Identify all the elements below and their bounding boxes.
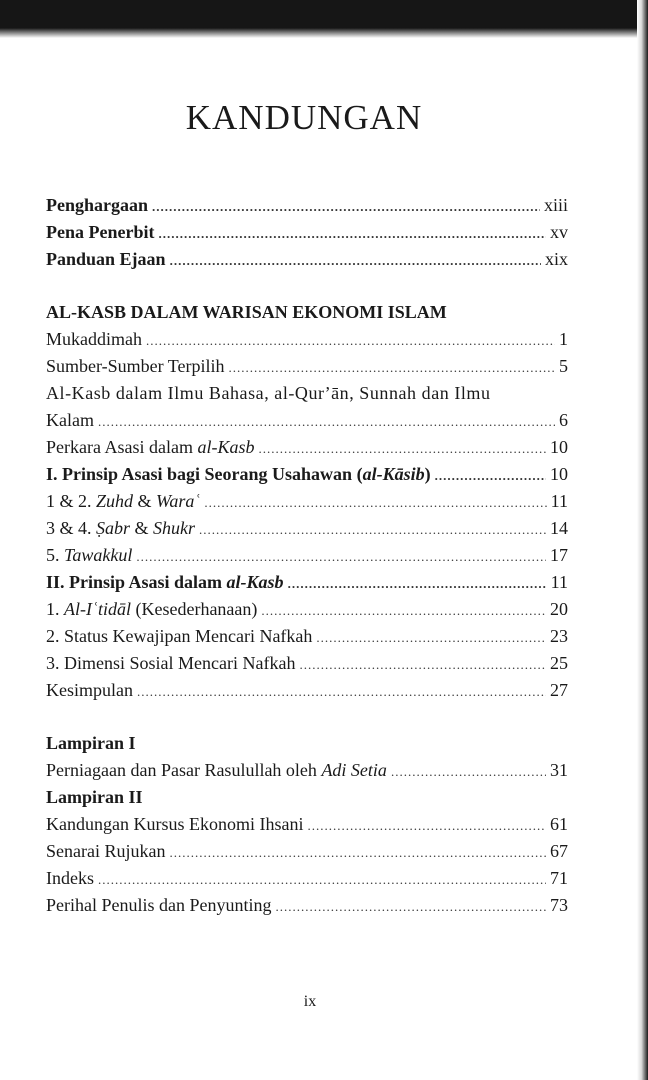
toc-entry-page: 17 — [550, 545, 568, 565]
toc-entry-page: xiii — [543, 195, 568, 215]
toc-entry-label: Indeks — [46, 868, 94, 888]
toc-entry-label: Mukaddimah — [46, 329, 142, 349]
toc-entry-senarai-rujukan[interactable] — [46, 838, 568, 865]
dot-leader — [137, 678, 546, 705]
section-heading-part1: AL-KASB DALAM WARISAN EKONOMI ISLAM — [46, 302, 447, 322]
toc-entry-label: Perniagaan dan Pasar Rasulullah oleh Adi Setia — [46, 760, 387, 780]
toc-entry-label: Penghargaan — [46, 195, 149, 215]
toc-entry-kandungan-kursus[interactable] — [46, 811, 568, 838]
toc-entry-page: 73 — [550, 895, 568, 915]
toc-entry-alkasb-line2[interactable] — [46, 407, 568, 434]
toc-entry-kesimpulan[interactable] — [46, 677, 568, 704]
toc-entry-label: 1 & 2. Zuhd & Waraʿ — [46, 491, 201, 511]
toc-entry-label: 5. Tawakkul — [46, 545, 133, 565]
dot-leader — [261, 597, 546, 624]
toc-entry-indeks[interactable] — [46, 865, 568, 892]
toc-entry-label: 1. Al-Iʿtidāl (Kesederhanaan) — [46, 599, 258, 619]
dot-leader — [98, 866, 546, 893]
toc-entry-label: Kesimpulan — [46, 680, 133, 700]
toc-entry-tawakkul[interactable] — [46, 542, 568, 569]
toc-entry-perniagaan[interactable] — [46, 757, 568, 784]
toc-entry-page: 31 — [550, 760, 568, 780]
scan-top-edge — [0, 0, 648, 38]
toc-entry-page: xv — [550, 222, 568, 242]
toc-entry-perkara-asasi[interactable] — [46, 434, 568, 461]
toc-entry-mukaddimah[interactable] — [46, 326, 568, 353]
toc-entry-label: Panduan Ejaan — [46, 249, 166, 269]
toc-entry-dimensi-sosial[interactable] — [46, 650, 568, 677]
dot-leader — [299, 651, 546, 678]
toc-entry-page: 23 — [550, 626, 568, 646]
toc-entry-page: 10 — [550, 437, 568, 457]
toc-entry-page: 67 — [550, 841, 568, 861]
section-heading-lampiran-2: Lampiran II — [46, 787, 143, 807]
toc-entry-status-kewajipan[interactable] — [46, 623, 568, 650]
toc-entry-page: 61 — [550, 814, 568, 834]
dot-leader — [170, 247, 541, 274]
dot-leader — [391, 758, 546, 785]
section-heading-lampiran-1: Lampiran I — [46, 733, 136, 753]
toc-entry-panduan-ejaan[interactable] — [46, 246, 568, 273]
toc-entry-sumber[interactable] — [46, 353, 568, 380]
dot-leader — [136, 543, 546, 570]
toc-entry-page: xix — [544, 249, 568, 269]
dot-leader — [307, 812, 546, 839]
dot-leader — [204, 489, 546, 516]
toc-entry-page: 1 — [559, 329, 568, 349]
toc-entry-page: 5 — [559, 356, 568, 376]
toc-entry-page: 6 — [559, 410, 568, 430]
toc-entry-zuhd-wara[interactable] — [46, 488, 568, 515]
toc-entry-page: 25 — [550, 653, 568, 673]
toc-entry-page: 11 — [550, 491, 568, 511]
toc-entry-itidal[interactable] — [46, 596, 568, 623]
toc-entry-page: 27 — [550, 680, 568, 700]
toc-entry-penghargaan[interactable] — [46, 192, 568, 219]
dot-leader — [152, 193, 540, 220]
dot-leader — [199, 516, 546, 543]
toc-entry-prinsip-alkasb[interactable] — [46, 569, 568, 596]
dot-leader — [146, 327, 555, 354]
toc-entry-page: 71 — [550, 868, 568, 888]
page-title: KANDUNGAN — [185, 98, 423, 137]
toc-entry-perihal-penulis[interactable] — [46, 892, 568, 919]
toc-entry-prinsip-usahawan[interactable] — [46, 461, 568, 488]
toc-entry-label: Kandungan Kursus Ekonomi Ihsani — [46, 814, 304, 834]
toc-entry-label: 3 & 4. Ṣabr & Shukr — [46, 518, 196, 538]
toc-entry-label: Sumber-Sumber Terpilih — [46, 356, 225, 376]
toc-entry-page: 10 — [550, 464, 568, 484]
toc-entry-label: 3. Dimensi Sosial Mencari Nafkah — [46, 653, 296, 673]
page-number: ix — [303, 993, 317, 1010]
dot-leader — [98, 408, 555, 435]
dot-leader — [316, 624, 546, 651]
toc-entry-label: Perkara Asasi dalam al-Kasb — [46, 437, 255, 457]
dot-leader — [229, 354, 555, 381]
dot-leader — [169, 839, 546, 866]
scan-right-edge — [637, 0, 648, 1080]
toc-entry-label: II. Prinsip Asasi dalam al-Kasb — [46, 572, 284, 592]
dot-leader — [275, 893, 546, 920]
toc-entry-label: Senarai Rujukan — [46, 841, 166, 861]
dot-leader — [288, 570, 547, 597]
dot-leader — [158, 220, 546, 247]
toc-entry-page: 14 — [550, 518, 568, 538]
toc-entry-label: Pena Penerbit — [46, 222, 155, 242]
toc-entry-sabr-shukr[interactable] — [46, 515, 568, 542]
toc-entry-page: 11 — [550, 572, 568, 592]
dot-leader — [258, 435, 546, 462]
toc-entry-page: 20 — [550, 599, 568, 619]
table-of-contents — [46, 192, 568, 919]
toc-entry-alkasb-line1[interactable]: Al-Kasb dalam Ilmu Bahasa, al-Qurʼān, Sunnah dan Ilmu — [46, 383, 491, 403]
toc-entry-label: 2. Status Kewajipan Mencari Nafkah — [46, 626, 313, 646]
toc-entry-pena-penerbit[interactable] — [46, 219, 568, 246]
toc-entry-label: Perihal Penulis dan Penyunting — [46, 895, 272, 915]
toc-entry-label: I. Prinsip Asasi bagi Seorang Usahawan (al-Kāsib) — [46, 464, 431, 484]
toc-entry-label: Kalam — [46, 410, 94, 430]
dot-leader — [435, 462, 546, 489]
